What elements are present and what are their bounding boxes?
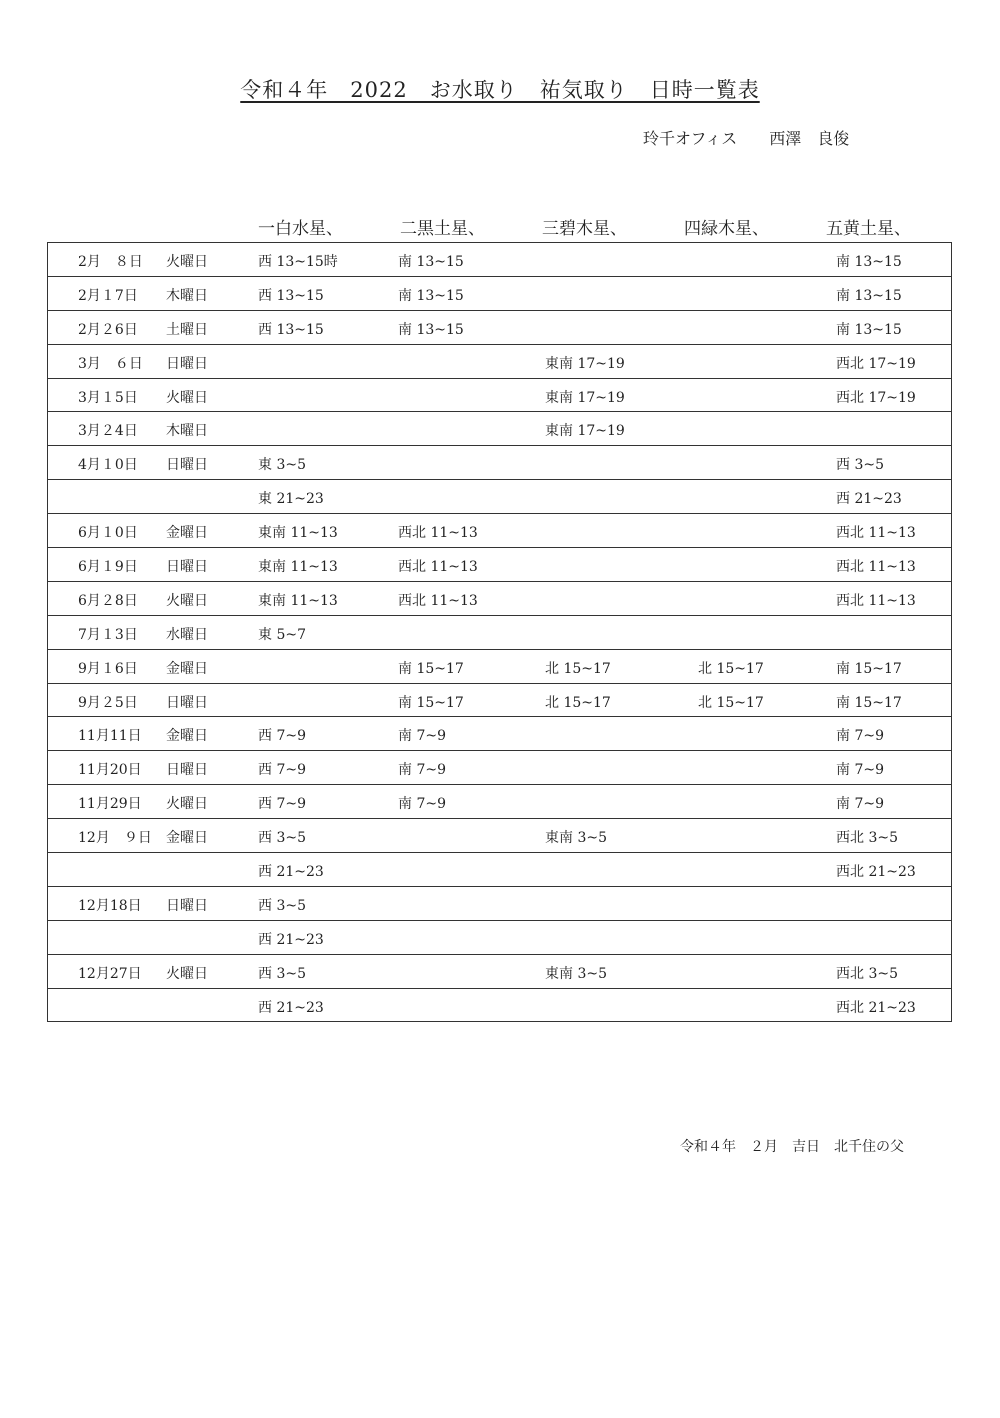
direction-time-cell: 西北 11~13 xyxy=(836,525,916,542)
direction-time-cell: 東 3~5 xyxy=(258,457,306,474)
direction-time-cell: 東南 17~19 xyxy=(545,355,625,372)
table-row xyxy=(48,514,951,548)
date-cell: 3月２4日 xyxy=(78,423,138,440)
direction-time-cell: 南 15~17 xyxy=(836,694,902,711)
weekday-cell: 日曜日 xyxy=(166,355,208,372)
direction-time-cell: 東南 3~5 xyxy=(545,965,607,982)
table-row xyxy=(48,446,951,480)
direction-time-cell: 南 7~9 xyxy=(398,762,446,779)
direction-time-cell: 南 7~9 xyxy=(836,728,884,745)
direction-time-cell: 西北 11~13 xyxy=(398,525,478,542)
weekday-cell: 金曜日 xyxy=(166,525,208,542)
direction-time-cell: 東南 17~19 xyxy=(545,389,625,406)
direction-time-cell: 北 15~17 xyxy=(545,660,611,677)
table-row xyxy=(48,311,951,345)
direction-time-cell: 西 3~5 xyxy=(258,830,306,847)
direction-time-cell: 西北 3~5 xyxy=(836,830,898,847)
title-text: 令和４年 2022 お水取り 祐気取り 日時一覧表 xyxy=(240,78,760,102)
date-cell: 9月１6日 xyxy=(78,660,138,677)
table-row xyxy=(48,548,951,582)
weekday-cell: 火曜日 xyxy=(166,965,208,982)
weekday-cell: 金曜日 xyxy=(166,728,208,745)
direction-time-cell: 北 15~17 xyxy=(698,660,764,677)
direction-time-cell: 西北 21~23 xyxy=(836,999,916,1016)
direction-time-cell: 西 21~23 xyxy=(258,999,324,1016)
footer-note: 令和４年 ２月 吉日 北千住の父 xyxy=(680,1139,904,1155)
date-cell: 6月１9日 xyxy=(78,559,138,576)
weekday-cell: 水曜日 xyxy=(166,626,208,643)
weekday-cell: 金曜日 xyxy=(166,660,208,677)
direction-time-cell: 西 7~9 xyxy=(258,762,306,779)
date-cell: 4月１0日 xyxy=(78,457,138,474)
weekday-cell: 日曜日 xyxy=(166,559,208,576)
date-cell: 3月１5日 xyxy=(78,389,138,406)
direction-time-cell: 南 13~15 xyxy=(398,254,464,270)
direction-time-cell: 西 7~9 xyxy=(258,728,306,745)
direction-time-cell: 東 5~7 xyxy=(258,626,306,643)
table-row xyxy=(48,853,951,887)
weekday-cell: 木曜日 xyxy=(166,287,208,304)
column-header-4: 四緑木星、 xyxy=(684,219,769,239)
table-row xyxy=(48,277,951,311)
table-row xyxy=(48,616,951,650)
direction-time-cell: 南 13~15 xyxy=(836,254,902,270)
direction-time-cell: 西 3~5 xyxy=(258,965,306,982)
date-cell: 12月27日 xyxy=(78,965,142,982)
direction-time-cell: 西 3~5 xyxy=(836,457,884,474)
column-header-2: 二黒土星、 xyxy=(400,219,485,239)
direction-time-cell: 西 21~23 xyxy=(258,931,324,948)
direction-time-cell: 南 15~17 xyxy=(836,660,902,677)
direction-time-cell: 西 7~9 xyxy=(258,796,306,813)
column-header-row xyxy=(0,214,1000,242)
direction-time-cell: 西 21~23 xyxy=(258,864,324,881)
date-cell: 9月２5日 xyxy=(78,694,138,711)
table-row xyxy=(48,684,951,718)
direction-time-cell: 西北 17~19 xyxy=(836,355,916,372)
direction-time-cell: 東南 11~13 xyxy=(258,559,338,576)
date-cell: 2月１7日 xyxy=(78,287,138,304)
date-cell: 12月 ９日 xyxy=(78,830,152,847)
direction-time-cell: 西 13~15 xyxy=(258,287,324,304)
direction-time-cell: 南 15~17 xyxy=(398,694,464,711)
schedule-table xyxy=(47,242,952,1022)
date-cell: 2月２6日 xyxy=(78,321,138,338)
direction-time-cell: 西北 11~13 xyxy=(836,559,916,576)
direction-time-cell: 西 13~15 xyxy=(258,321,324,338)
direction-time-cell: 西北 3~5 xyxy=(836,965,898,982)
table-row xyxy=(48,412,951,446)
date-cell: 11月20日 xyxy=(78,762,142,779)
column-header-5: 五黄土星、 xyxy=(826,219,911,239)
date-cell: 6月２8日 xyxy=(78,592,138,609)
weekday-cell: 金曜日 xyxy=(166,830,208,847)
table-row xyxy=(48,751,951,785)
direction-time-cell: 東南 3~5 xyxy=(545,830,607,847)
direction-time-cell: 南 15~17 xyxy=(398,660,464,677)
page-title xyxy=(0,74,1000,104)
direction-time-cell: 西北 11~13 xyxy=(398,559,478,576)
weekday-cell: 日曜日 xyxy=(166,457,208,474)
direction-time-cell: 南 7~9 xyxy=(398,796,446,813)
direction-time-cell: 南 13~15 xyxy=(398,321,464,338)
direction-time-cell: 西 21~23 xyxy=(836,491,902,508)
weekday-cell: 火曜日 xyxy=(166,796,208,813)
direction-time-cell: 南 7~9 xyxy=(836,796,884,813)
direction-time-cell: 西北 11~13 xyxy=(398,592,478,609)
direction-time-cell: 南 13~15 xyxy=(836,287,902,304)
date-cell: 12月18日 xyxy=(78,897,142,914)
weekday-cell: 日曜日 xyxy=(166,762,208,779)
table-row xyxy=(48,921,951,955)
direction-time-cell: 東南 11~13 xyxy=(258,592,338,609)
table-row xyxy=(48,379,951,413)
date-cell: 2月 ８日 xyxy=(78,254,143,270)
date-cell: 7月１3日 xyxy=(78,626,138,643)
direction-time-cell: 西北 17~19 xyxy=(836,389,916,406)
date-cell: 6月１0日 xyxy=(78,525,138,542)
table-row xyxy=(48,955,951,989)
direction-time-cell: 東 21~23 xyxy=(258,491,324,508)
weekday-cell: 火曜日 xyxy=(166,592,208,609)
column-header-3: 三碧木星、 xyxy=(542,219,627,239)
direction-time-cell: 西 3~5 xyxy=(258,897,306,914)
column-header-1: 一白水星、 xyxy=(258,219,343,239)
direction-time-cell: 西 13~15時 xyxy=(258,254,338,270)
weekday-cell: 火曜日 xyxy=(166,389,208,406)
table-row xyxy=(48,480,951,514)
weekday-cell: 木曜日 xyxy=(166,423,208,440)
table-row xyxy=(48,582,951,616)
table-row xyxy=(48,989,951,1023)
weekday-cell: 土曜日 xyxy=(166,321,208,338)
table-row xyxy=(48,345,951,379)
date-cell: 11月29日 xyxy=(78,796,142,813)
direction-time-cell: 東南 17~19 xyxy=(545,423,625,440)
author: 玲千オフィス 西澤 良俊 xyxy=(643,129,850,148)
date-cell: 3月 ６日 xyxy=(78,355,143,372)
direction-time-cell: 南 7~9 xyxy=(398,728,446,745)
table-row xyxy=(48,785,951,819)
weekday-cell: 日曜日 xyxy=(166,897,208,914)
table-row xyxy=(48,887,951,921)
direction-time-cell: 南 13~15 xyxy=(398,287,464,304)
direction-time-cell: 北 15~17 xyxy=(698,694,764,711)
date-cell: 11月11日 xyxy=(78,728,142,745)
direction-time-cell: 西北 11~13 xyxy=(836,592,916,609)
table-row xyxy=(48,819,951,853)
table-row xyxy=(48,717,951,751)
direction-time-cell: 南 13~15 xyxy=(836,321,902,338)
table-row xyxy=(48,650,951,684)
weekday-cell: 日曜日 xyxy=(166,694,208,711)
direction-time-cell: 西北 21~23 xyxy=(836,864,916,881)
weekday-cell: 火曜日 xyxy=(166,254,208,270)
direction-time-cell: 南 7~9 xyxy=(836,762,884,779)
direction-time-cell: 東南 11~13 xyxy=(258,525,338,542)
direction-time-cell: 北 15~17 xyxy=(545,694,611,711)
table-row xyxy=(48,243,951,277)
